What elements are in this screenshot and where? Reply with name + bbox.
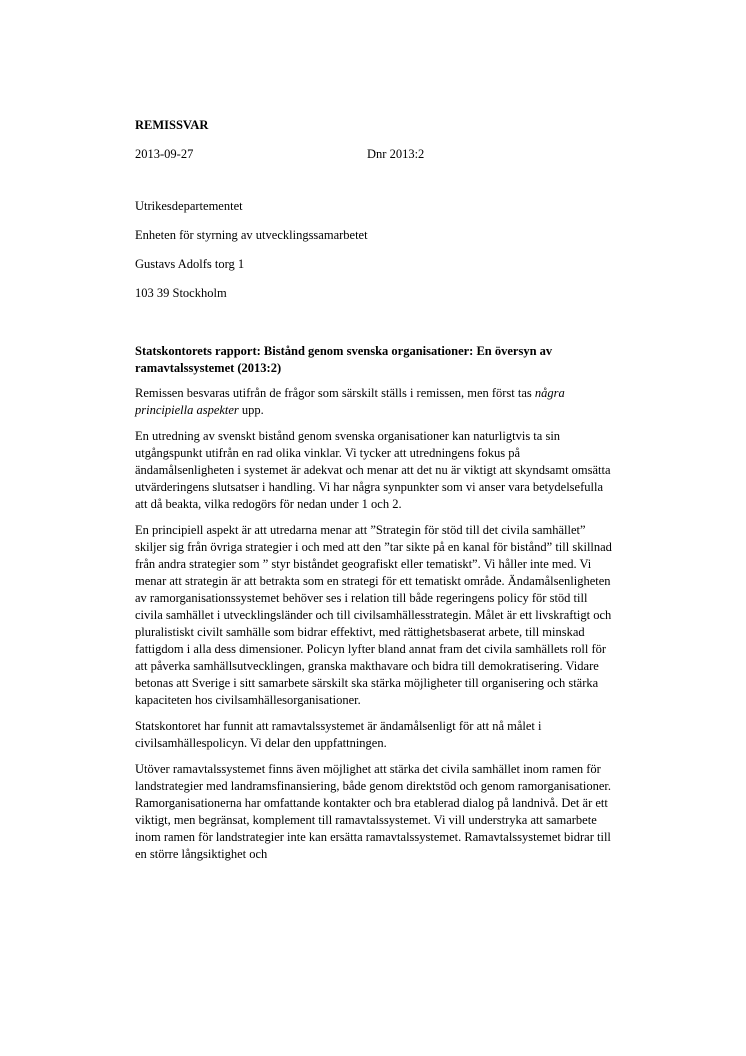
subject-heading: [135, 343, 615, 377]
document-date: 2013-09-27: [135, 147, 194, 161]
document-page: [135, 117, 615, 872]
paragraph-1-text-a: Remissen besvaras utifrån de frågor som särskilt ställs i remissen, men först tas: [135, 386, 535, 400]
paragraph-5: Utöver ramavtalssystemet finns även möjlighet att stärka det civila samhället inom ramen för landstrategier med landramsfinansiering, både genom direktstöd och genom ramorganisationer. Ramorganisationerna har omfattande kontakter och bra etablerad dialog på landnivå. Det är ett viktigt, men begränsat, komplement till ramavtalssystemet. Vi vill understryka att samarbete inom ramen för landstrategier inte kan ersätta ramavtalssystemet. Ramavtalssystemet bidrar till en större långsiktighet och: [135, 762, 612, 861]
address-line: Utrikesdepartementet: [135, 199, 243, 213]
paragraph-2: En utredning av svenskt bistånd genom svenska organisationer kan naturligtvis ta sin utgångspunkt utifrån en rad olika vinklar. Vi tycker att utredningens fokus på ändamålsenligheten i systemet är adekvat och menar att det nu är viktigt att skyndsamt omsätta utvärderingens slutsatser i handling. Vi har några synpunkter som vi anser vara betydelsefulla att då beakta, vilka redogörs för nedan under 1 och 2.: [135, 429, 611, 511]
address-line: Gustavs Adolfs torg 1: [135, 257, 245, 271]
address-line: 103 39 Stockholm: [135, 286, 227, 300]
diary-number: Dnr 2013:2: [367, 147, 425, 161]
date-row: [135, 146, 615, 163]
paragraph-4: Statskontoret har funnit att ramavtalssystemet är ändamålsenligt för att nå målet i civilsamhällespolicyn. Vi delar den uppfattningen.: [135, 719, 542, 750]
paragraph-1-text-b: upp.: [238, 403, 264, 417]
paragraph-1: [135, 385, 615, 419]
subject-line-2: ramavtalssystemet (2013:2): [135, 361, 282, 375]
recipient-address: [135, 198, 615, 302]
address-line: Enheten för styrning av utvecklingssamarbetet: [135, 228, 368, 242]
paragraph-1-emphasis: några principiella aspekter: [135, 386, 565, 417]
document-heading: REMISSVAR: [135, 118, 209, 132]
subject-line-1: Statskontorets rapport: Bistånd genom svenska organisationer: En översyn av: [135, 344, 553, 358]
paragraph-3: En principiell aspekt är att utredarna menar att ”Strategin för stöd till det civila samhället” skiljer sig från övriga strategier i och med att den ”tar sikte på en kanal för bistånd” till skillnad från andra strategier som ” styr biståndet geografiskt eller tematiskt”. Vi håller inte med. Vi menar att strategin är att betrakta som en strategi för ett tematiskt område. Ändamålsenligheten av ramorganisationssystemet behöver ses i relation till både regeringens policy för stöd till civila samhället i utvecklingsländer och till civilsamhällesstrategin. Målet är ett livskraftigt och pluralistiskt civilt samhälle som bidrar effektivt, med rättighetsbaserat arbete, till minskad fattigdom i alla dess dimensioner. Policyn lyfter bland annat fram det civila samhällets roll för att påverka samhällsutvecklingen, granska makthavare och bidra till demokratisering. Vidare betonas att Sverige i sitt samarbete särskilt ska stärka möjligheter till organisering och stärka kapaciteten hos civilsamhällesorganisationer.: [135, 523, 612, 707]
